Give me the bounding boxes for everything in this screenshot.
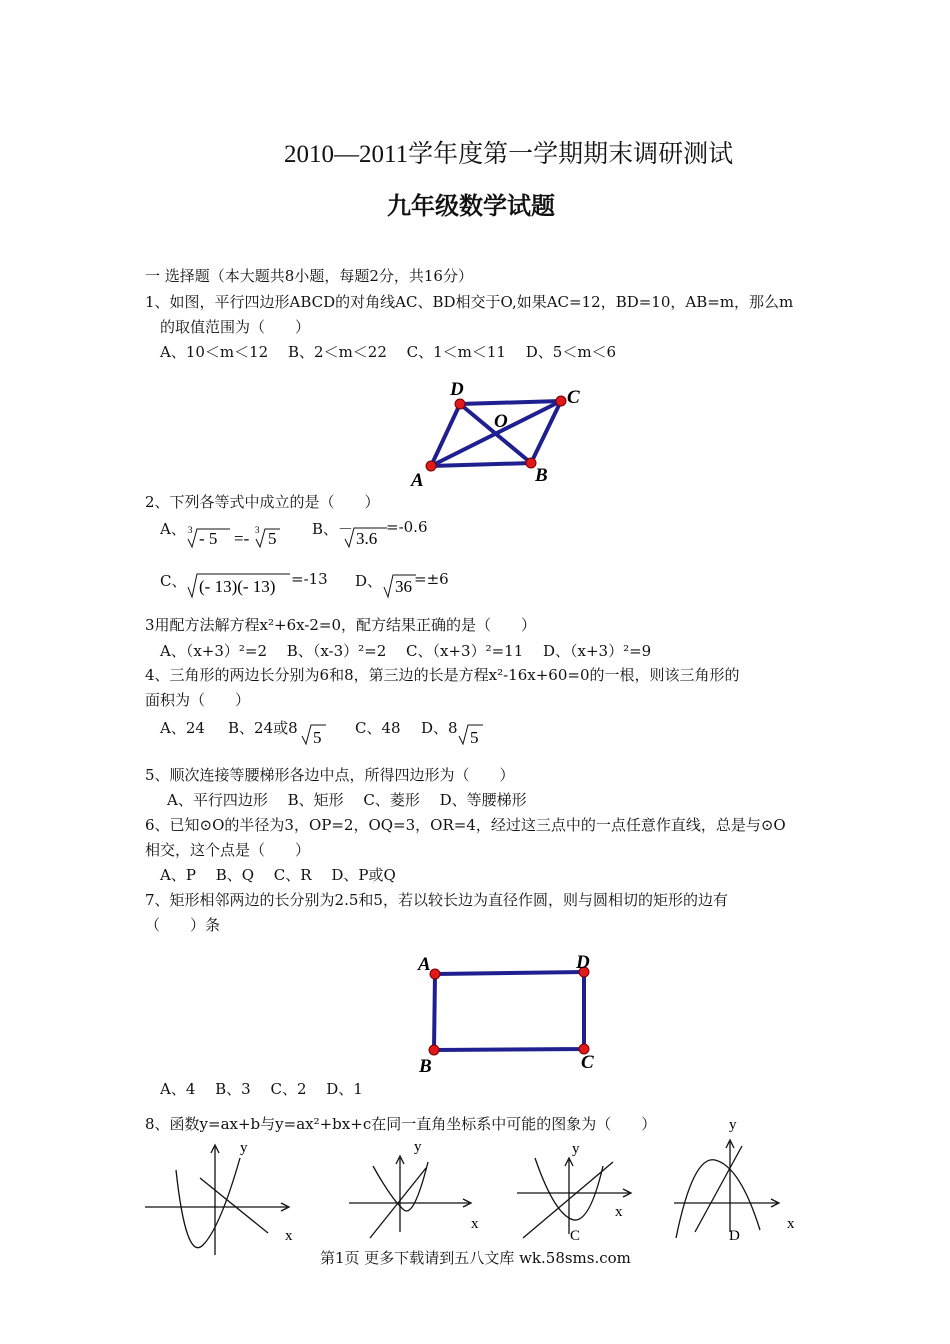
svg-text:36: 36 — [395, 577, 412, 596]
q8-graph-4-name: D — [729, 1228, 740, 1244]
q2-option-c-label: C、 — [160, 572, 187, 590]
q1-label-c: C — [567, 387, 580, 408]
q7-stem-line1: 7、矩形相邻两边的长分别为2.5和5，若以较长边为直径作圆，则与圆相切的矩形的边有 — [145, 891, 728, 909]
q7-options: A、4 B、3 C、2 D、1 — [160, 1080, 363, 1098]
q8-graph-4-x-label: x — [787, 1216, 795, 1232]
q8-stem: 8、函数y=ax+b与y=ax²+bx+c在同一直角坐标系中可能的图象为（ ） — [145, 1115, 657, 1133]
svg-text:- 5: - 5 — [199, 529, 218, 548]
q5-stem: 5、顺次连接等腰梯形各边中点，所得四边形为（ ） — [145, 766, 515, 784]
q8-graph-2-y-label: y — [414, 1139, 422, 1155]
q4-option-a: A、24 — [160, 719, 205, 737]
q6-stem-line2: 相交，这个点是（ ） — [145, 841, 311, 859]
q7-label-b: B — [419, 1056, 432, 1077]
q2-option-b-result: =-0.6 — [386, 518, 428, 536]
q7-label-c: C — [581, 1052, 594, 1073]
q2-option-d-label: D、 — [355, 572, 383, 590]
q8-graph-2 — [349, 1156, 471, 1238]
q1-label-b: B — [535, 465, 548, 486]
q4-option-d: D、8 — [421, 719, 458, 737]
q3-options: A、（x+3）²=2 B、（x-3）²=2 C、（x+3）²=11 D、（x+3）²=9 — [160, 642, 652, 660]
q7-label-d: D — [576, 952, 590, 973]
svg-text:5: 5 — [268, 529, 277, 548]
exam-subtitle: 九年级数学试题 — [387, 192, 555, 220]
svg-text:3: 3 — [255, 525, 260, 535]
q4-stem-line1: 4、三角形的两边长分别为6和8，第三边的长是方程x²-16x+60=0的一根，则该三角形的 — [145, 666, 740, 684]
q1-stem-line2: 的取值范围为（ ） — [160, 318, 311, 336]
q8-graph-4 — [674, 1140, 779, 1238]
svg-text:5: 5 — [470, 728, 479, 747]
q1-label-o: O — [494, 411, 508, 432]
q1-stem-line1: 1、如图，平行四边形ABCD的对角线AC、BD相交于O,如果AC=12，BD=10，AB=m，那么m — [145, 293, 794, 311]
q8-graph-1-y-label: y — [240, 1140, 248, 1156]
q8-graph-4-y-label: y — [729, 1117, 737, 1133]
q1-options: A、10＜m＜12 B、2＜m＜22 C、1＜m＜11 D、5＜m＜6 — [160, 343, 617, 361]
svg-text:3: 3 — [188, 525, 193, 535]
q8-graph-3 — [517, 1158, 631, 1238]
q3-stem: 3用配方法解方程x²+6x-2=0，配方结果正确的是（ ） — [145, 616, 537, 634]
section-heading: 一 选择题（本大题共8小题，每题2分，共16分） — [145, 267, 473, 285]
q8-graph-2-x-label: x — [471, 1216, 479, 1232]
q8-graph-3-y-label: y — [572, 1141, 580, 1157]
q4-stem-line2: 面积为（ ） — [145, 691, 251, 709]
svg-text:(- 13)(- 13): (- 13)(- 13) — [199, 577, 276, 596]
q2-option-c-result: =-13 — [291, 570, 328, 588]
q5-options: A、平行四边形 B、矩形 C、菱形 D、等腰梯形 — [167, 791, 527, 809]
q7-stem-line2: （ ）条 — [145, 916, 221, 934]
svg-text:3.6: 3.6 — [356, 529, 378, 548]
q8-graph-1 — [145, 1145, 289, 1255]
q6-options: A、P B、Q C、R D、P或Q — [160, 866, 396, 884]
q2-option-d-result: =±6 — [414, 570, 449, 588]
q8-graph-1-x-label: x — [285, 1228, 293, 1244]
q2-option-a-label: A、 — [160, 520, 186, 538]
q4-option-b: B、24或8 — [228, 719, 298, 737]
q1-label-a: A — [411, 470, 424, 491]
q2-stem: 2、下列各等式中成立的是（ ） — [145, 493, 380, 511]
page-footer: 第1页 更多下载请到五八文库 wk.58sms.com — [320, 1249, 631, 1267]
q7-label-a: A — [418, 954, 431, 975]
q8-graph-3-x-label: x — [615, 1204, 623, 1220]
svg-text:5: 5 — [313, 728, 322, 747]
q4-option-c: C、48 — [355, 719, 401, 737]
q6-stem-line1: 6、已知⊙O的半径为3，OP=2，OQ=3，OR=4，经过这三点中的一点任意作直线，总是与⊙O — [145, 816, 786, 834]
exam-title: 2010—2011学年度第一学期期末调研测试 — [284, 141, 734, 168]
svg-text:=-: =- — [234, 529, 250, 548]
q1-label-d: D — [450, 379, 464, 400]
q2-option-b-label: B、－ — [312, 520, 354, 538]
q8-graph-3-name: C — [570, 1228, 581, 1244]
